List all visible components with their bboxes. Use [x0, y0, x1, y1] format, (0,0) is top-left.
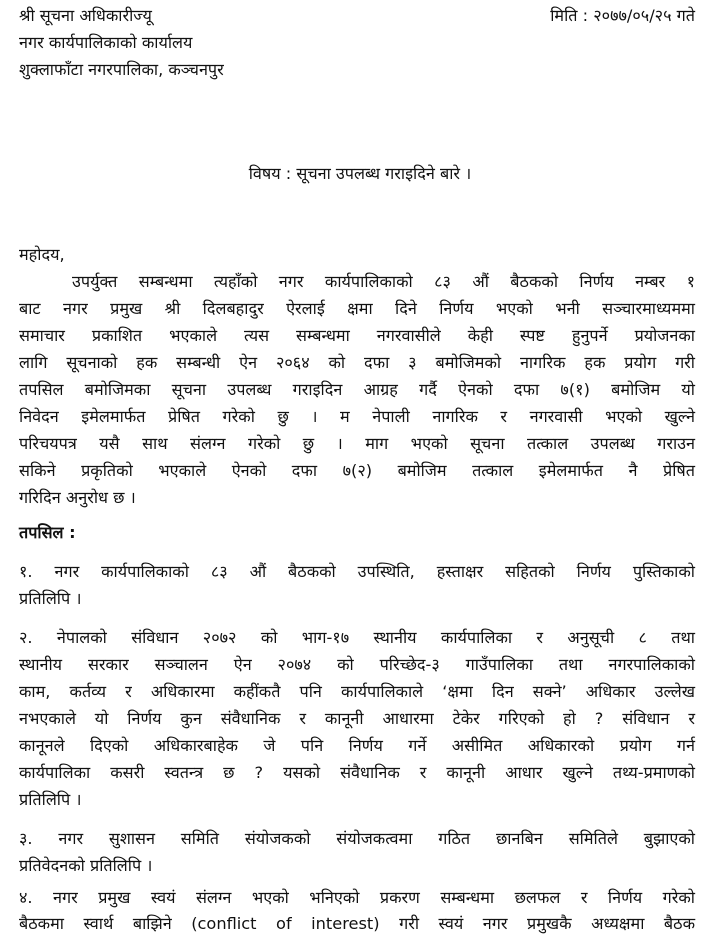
item-2-line: कानूनले दिएको अधिकारबाहेक जे पनि निर्णय गर्ने असीमित अधिकारको प्रयोग गर्न	[19, 736, 695, 755]
body-line: समाचार प्रकाशित भएकाले त्यस सम्बन्धमा नगरवासीले केही स्पष्ट हुनुपर्ने प्रयोजनका	[19, 326, 695, 345]
item-2-line: काम, कर्तव्य र अधिकारमा कहींकतै पनि कार्यपालिकाले ‘क्षमा दिन सक्ने’ अधिकार उल्लेख	[19, 682, 695, 701]
subject-line: विषय : सूचना उपलब्ध गराइदिने बारे ।	[248, 164, 472, 183]
item-4-line: ४. नगर प्रमुख स्वयं संलग्न भएको भनिएको प्रकरण सम्बन्धमा छलफल र निर्णय गरेको	[19, 888, 695, 907]
item-2-line: २. नेपालको संविधान २०७२ को भाग-१७ स्थानीय कार्यपालिका र अनुसूची ८ तथा	[19, 628, 695, 647]
item-1-line: १. नगर कार्यपालिकाको ८३ औं बैठकको उपस्थिति, हस्ताक्षर सहितको निर्णय पुस्तिकाको	[19, 562, 695, 581]
body-line: सकिने प्रकृतिको भएकाले ऐनको दफा ७(२) बमोजिम तत्काल इमेलमार्फत नै प्रेषित	[19, 461, 695, 480]
item-2-line: नभएकाले यो निर्णय कुन संवैधानिक र कानूनी आधारमा टेकेर गरिएको हो ? संविधान र	[19, 709, 695, 728]
body-line: निवेदन इमेलमार्फत प्रेषित गरेको छु । म नेपाली नागरिक र नगरवासी भएको खुल्ने	[19, 407, 695, 426]
item-2-line: कार्यपालिका कसरी स्वतन्त्र छ ? यसको संवैधानिक र कानूनी आधार खुल्ने तथ्य-प्रमाणको	[19, 763, 695, 782]
item-1-line: प्रतिलिपि ।	[19, 589, 82, 608]
item-3-line: ३. नगर सुशासन समिति संयोजकको संयोजकत्वमा गठित छानबिन समितिले बुझाएको	[19, 829, 695, 848]
item-4-line: बैठकमा स्वार्थ बाझिने (conflict of interest) गरी स्वयं नगर प्रमुखकै अध्यक्षमा बैठक	[19, 914, 695, 933]
body-line: गरिदिन अनुरोध छ ।	[19, 488, 136, 507]
recipient-line-1: श्री सूचना अधिकारीज्यू	[19, 6, 152, 25]
body-line: तपसिल बमोजिमका सूचना उपलब्ध गराइदिन आग्रह गर्दै ऐनको दफा ७(१) बमोजिम यो	[19, 380, 695, 399]
body-line: लागि सूचनाको हक सम्बन्धी ऐन २०६४ को दफा ३ बमोजिमको नागरिक हक प्रयोग गरी	[19, 353, 695, 372]
body-line: परिचयपत्र यसै साथ संलग्न गरेको छु । माग भएको सूचना तत्काल उपलब्ध गराउन	[19, 434, 695, 453]
recipient-line-3: शुक्लाफाँटा नगरपालिका, कञ्चनपुर	[19, 60, 224, 79]
item-2-line: स्थानीय सरकार सञ्चालन ऐन २०७४ को परिच्छेद-३ गाउँपालिका तथा नगरपालिकाको	[19, 655, 695, 674]
item-2-line: प्रतिलिपि ।	[19, 790, 82, 809]
tapasil-heading: तपसिल :	[19, 523, 76, 542]
letter-date: मिति : २०७७/०५/२५ गते	[550, 6, 695, 25]
item-3-line: प्रतिवेदनको प्रतिलिपि ।	[19, 856, 153, 875]
body-line: बाट नगर प्रमुख श्री दिलबहादुर ऐरलाई क्षमा दिने निर्णय भएको भनी सञ्चारमाध्यममा	[19, 299, 695, 318]
body-line: उपर्युक्त सम्बन्धमा त्यहाँको नगर कार्यपालिकाको ८३ औं बैठकको निर्णय नम्बर १	[72, 272, 695, 291]
recipient-line-2: नगर कार्यपालिकाको कार्यालय	[19, 33, 193, 52]
salutation: महोदय,	[19, 245, 65, 264]
